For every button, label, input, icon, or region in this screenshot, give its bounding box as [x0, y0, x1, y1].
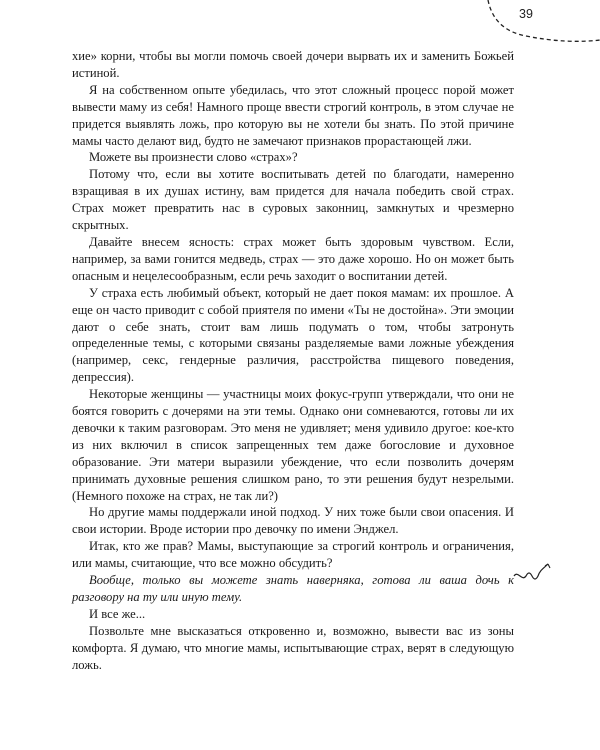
- page-number: 39: [519, 7, 533, 21]
- paragraph: Потому что, если вы хотите воспитывать детей по благодати, намеренно взращивая в их душах истину, вам придется для начала победить свой страх. Страх может превратить нас в суровых законниц, замкнутых и чрезмерно скрытных.: [72, 167, 514, 233]
- squiggle-doodle-icon: [512, 560, 552, 588]
- paragraph: У страха есть любимый объект, который не дает покоя мамам: их прошлое. А еще он часто приводит с собой приятеля по имени «Ты не достойна». Эти эмоции дают о себе знать, стоит вам лишь подумать о том, чтобы затронуть определенные темы, с которыми связаны разделяемые вами ложные убеждения (например, секс, гендерные различия, расстройства пищевого поведения, депрессия).: [72, 285, 514, 385]
- italic-paragraph: Вообще, только вы можете знать наверняка, готова ли ваша дочь к разговору на ту или иную тему.: [72, 573, 514, 604]
- paragraph: Итак, кто же прав? Мамы, выступающие за строгий контроль и ограничения, или мамы, считающие, что все можно обсудить?: [72, 539, 514, 571]
- paragraph: Можете вы произнести слово «страх»?: [89, 150, 298, 165]
- paragraph: И все же...: [89, 606, 146, 621]
- paragraph: Я на собственном опыте убедилась, что этот сложный процесс порой может вывести маму из себя! Намного проще ввести строгий контроль, в этом случае не придется выявлять ложь, про которую вы не хотели бы знать. По этой причине мамы часто делают вид, будто не замечают признаков прорастающей лжи.: [72, 82, 514, 148]
- paragraph: хие» корни, чтобы вы могли помочь своей дочери вырвать их и заменить Божьей истиной.: [72, 49, 514, 80]
- dashed-corner-arc-icon: [486, 0, 600, 48]
- paragraph: Давайте внесем ясность: страх может быть здоровым чувством. Если, например, за вами гонится медведь, страх — это даже хорошо. Но он может быть опасным и нецелесообразным, если речь заходит о воспитании детей.: [72, 234, 514, 283]
- paragraph: Но другие мамы поддержали иной подход. У них тоже были свои опасения. И свои истории. Вроде истории про девочку по имени Энджел.: [72, 505, 514, 537]
- paragraph: Позвольте мне высказаться откровенно и, возможно, вывести вас из зоны комфорта. Я думаю, что многие мамы, испытывающие страх, верят в следующую ложь.: [72, 623, 514, 672]
- paragraph: Некоторые женщины — участницы моих фокус-групп утверждали, что они не боятся говорить с дочерями на эти темы. Однако они сомневаются, готовы ли их девочки к таким разговорам. Это меня не удивляет; меня удивило другое: кое-кто из них включил в список запрещенных тем даже богословие и духовное образование. Эти матери выразили убеждение, что если позволить дочерям принимать духовные решения слишком рано, то эти решения будут незрелыми. (Немного похоже на страх, не так ли?): [72, 387, 514, 503]
- body-text: [72, 48, 514, 674]
